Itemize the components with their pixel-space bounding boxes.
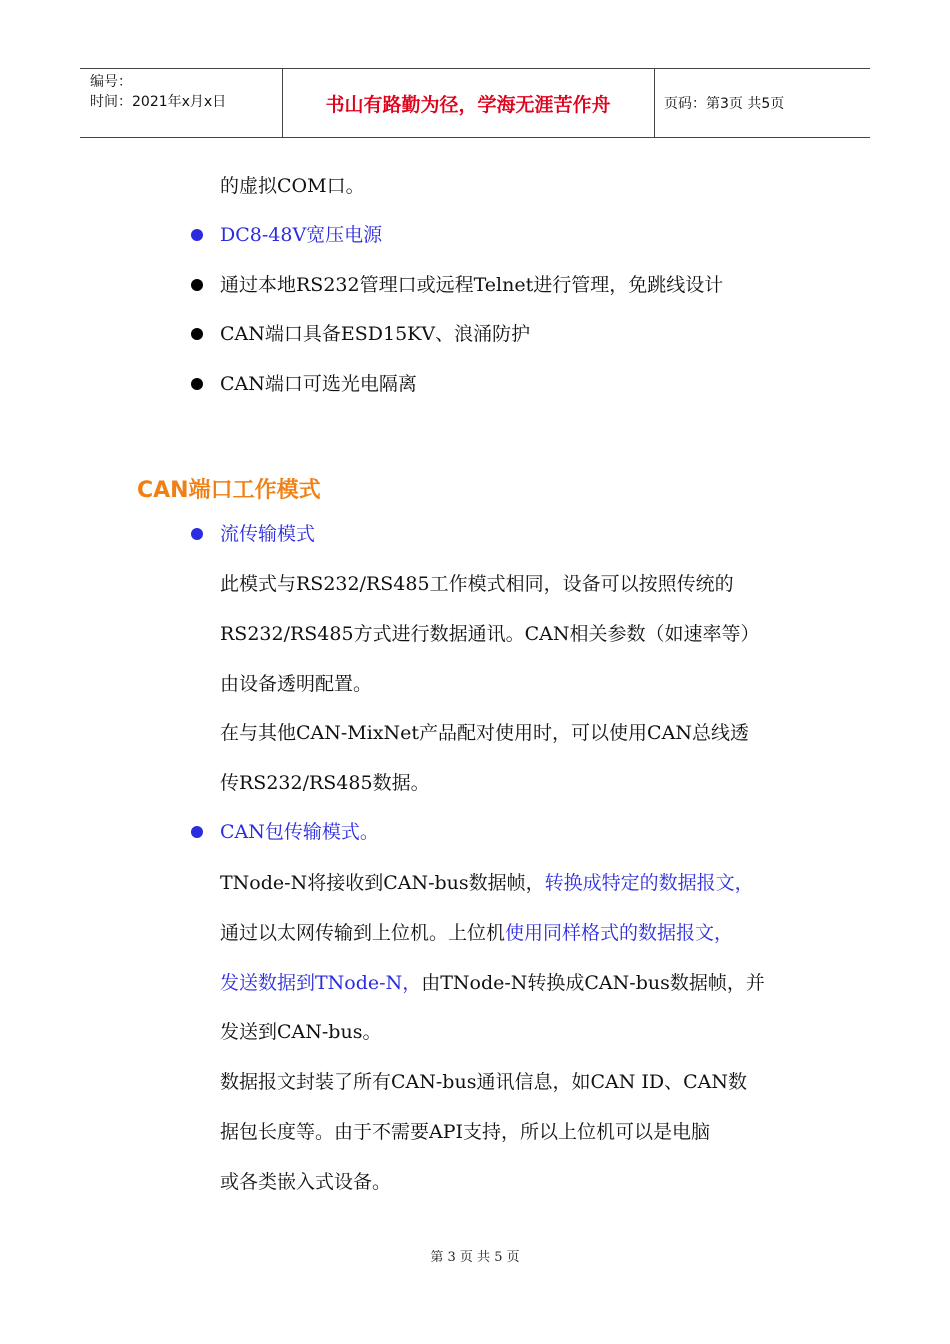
- bullet-icon: [191, 229, 203, 241]
- text-line: 由设备透明配置。: [220, 673, 373, 695]
- text-span: 由TNode-N转换成CAN-bus数据帧，并: [421, 972, 765, 994]
- text-line: 的虚拟COM口。: [220, 175, 365, 197]
- text-line: [220, 921, 733, 945]
- bullet-item: CAN端口可选光电隔离: [220, 373, 417, 395]
- bullet-icon: [191, 378, 203, 390]
- motto: 书山有路勤为径，学海无涯苦作舟: [282, 69, 655, 137]
- text-line: 或各类嵌入式设备。: [220, 1171, 392, 1193]
- bullet-item: 流传输模式: [220, 523, 316, 545]
- bullet-icon: [191, 826, 203, 838]
- number-label: 编号：: [90, 74, 132, 90]
- section-title: CAN端口工作模式: [137, 478, 321, 503]
- text-line: [220, 871, 754, 895]
- bullet-item: 通过本地RS232管理口或远程Telnet进行管理，免跳线设计: [220, 274, 724, 296]
- bullet-item: CAN包传输模式。: [220, 821, 379, 843]
- header-table: [80, 68, 870, 138]
- text-line: 据包长度等。由于不需要API支持，所以上位机可以是电脑: [220, 1121, 711, 1143]
- time-label: 时间：2021年x月x日: [90, 94, 227, 110]
- page-footer: 第 3 页 共 5 页: [430, 1250, 520, 1265]
- highlight-span: 转换成特定的数据报文，: [544, 872, 754, 894]
- text-line: [220, 971, 765, 995]
- bullet-icon: [191, 528, 203, 540]
- highlight-span: 使用同样格式的数据报文，: [505, 922, 734, 944]
- text-span: TNode-N将接收到CAN-bus数据帧，: [220, 872, 545, 894]
- text-line: 在与其他CAN-MixNet产品配对使用时，可以使用CAN总线透: [220, 722, 749, 744]
- text-line: 数据报文封装了所有CAN-bus通讯信息，如CAN ID、CAN数: [220, 1071, 748, 1093]
- text-span: 通过以太网传输到上位机。上位机: [220, 922, 506, 944]
- bullet-icon: [191, 328, 203, 340]
- text-line: 传RS232/RS485数据。: [220, 772, 430, 794]
- text-line: RS232/RS485方式进行数据通讯。CAN相关参数（如速率等）: [220, 623, 760, 645]
- bullet-icon: [191, 279, 203, 291]
- bullet-item: CAN端口具备ESD15KV、浪涌防护: [220, 323, 531, 345]
- bullet-item: DC8-48V宽压电源: [220, 224, 383, 246]
- highlight-span: 发送数据到TNode-N，: [220, 972, 422, 994]
- header-meta-cell: [80, 69, 283, 137]
- page-info: 页码：第3页 共5页: [664, 96, 785, 112]
- text-line: 此模式与RS232/RS485工作模式相同，设备可以按照传统的: [220, 573, 734, 595]
- text-line: 发送到CAN-bus。: [220, 1021, 382, 1043]
